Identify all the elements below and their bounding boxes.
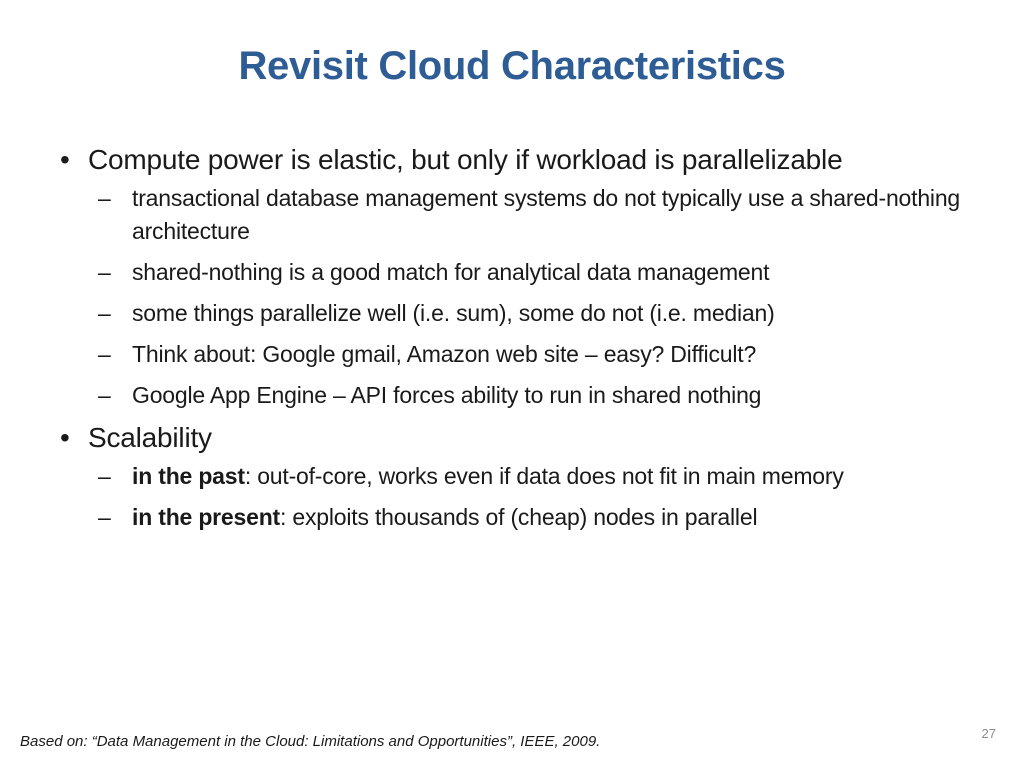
dash-icon: – bbox=[98, 382, 111, 408]
sub-item bbox=[58, 338, 998, 371]
sub-item-text: : out-of-core, works even if data does not fit in main memory bbox=[244, 463, 844, 489]
sub-item bbox=[58, 460, 998, 493]
sub-item bbox=[58, 501, 998, 534]
page-number: 27 bbox=[981, 726, 996, 741]
source-citation: Based on: “Data Management in the Cloud: Limitations and Opportunities”, IEEE, 2009. bbox=[20, 733, 601, 750]
sub-item-bold: in the present bbox=[132, 504, 281, 530]
dash-icon: – bbox=[98, 259, 111, 285]
sub-item-text: transactional database management systems do not typically use a shared-nothing architecture bbox=[132, 185, 961, 244]
dash-icon: – bbox=[98, 341, 111, 367]
sub-item-text: shared-nothing is a good match for analytical data management bbox=[132, 259, 770, 285]
bullet-text: Compute power is elastic, but only if workload is parallelizable bbox=[88, 144, 843, 175]
sub-item bbox=[58, 256, 998, 289]
bullet-text: Scalability bbox=[88, 422, 212, 453]
bullet-scalability bbox=[58, 420, 998, 456]
sub-item bbox=[58, 379, 998, 412]
bullet-compute-power bbox=[58, 142, 998, 178]
sublist-scalability bbox=[58, 460, 998, 534]
sub-item-text: Think about: Google gmail, Amazon web site – easy? Difficult? bbox=[132, 341, 757, 367]
dash-icon: – bbox=[98, 504, 111, 530]
sub-item-text: Google App Engine – API forces ability to run in shared nothing bbox=[132, 382, 762, 408]
sublist-compute-power bbox=[58, 182, 998, 412]
sub-item bbox=[58, 182, 998, 248]
slide-title: Revisit Cloud Characteristics bbox=[238, 44, 786, 88]
sub-item-text: : exploits thousands of (cheap) nodes in parallel bbox=[280, 504, 758, 530]
dash-icon: – bbox=[98, 300, 111, 326]
bullet-icon: • bbox=[60, 422, 70, 453]
slide-content bbox=[58, 136, 998, 542]
sub-item-text: some things parallelize well (i.e. sum), some do not (i.e. median) bbox=[132, 300, 775, 326]
sub-item-bold: in the past bbox=[132, 463, 245, 489]
sub-item bbox=[58, 297, 998, 330]
dash-icon: – bbox=[98, 463, 111, 489]
bullet-icon: • bbox=[60, 144, 70, 175]
dash-icon: – bbox=[98, 185, 111, 211]
